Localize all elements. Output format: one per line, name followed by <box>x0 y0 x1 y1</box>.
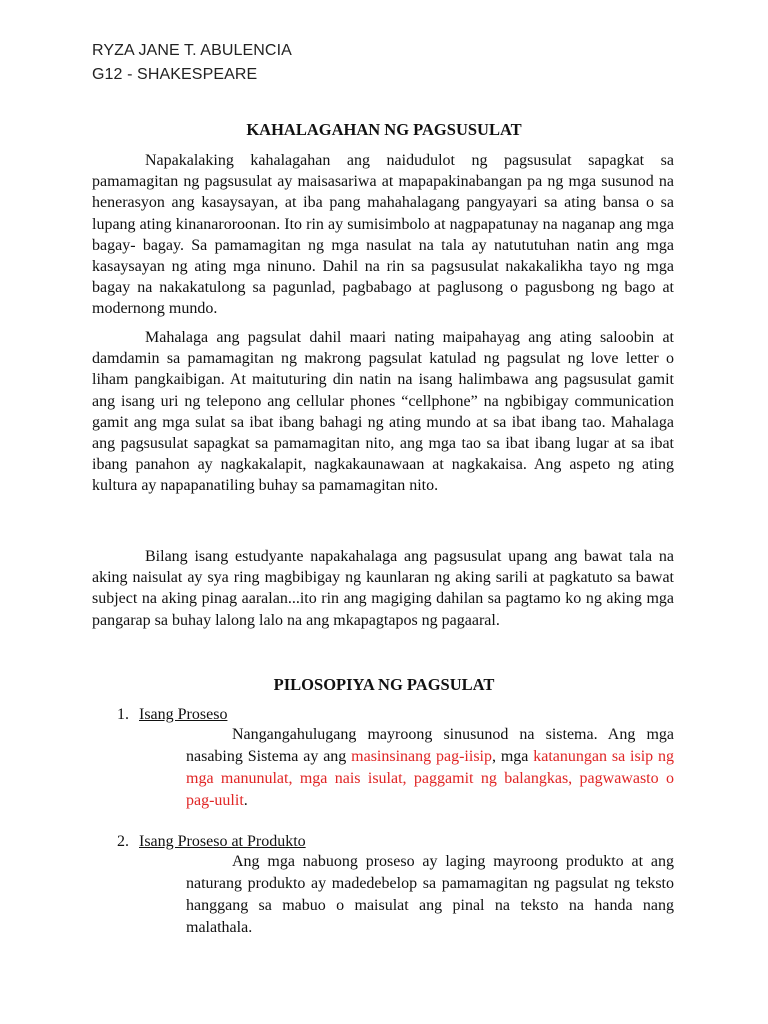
list-item-2-number: 2. <box>117 833 129 850</box>
philosophy-title: PILOSOPIYA NG PAGSULAT <box>273 675 495 694</box>
item-1-emphasis-2: katanungan sa isip ng mga manunulat, mga nais isulat, paggamit ng balangkas, pagwawasto o pag-uulit <box>186 748 674 809</box>
list-item-1-label: Isang Proseso <box>139 706 228 723</box>
author-section: G12 - SHAKESPEARE <box>92 66 258 83</box>
list-item-2-title <box>117 833 306 851</box>
essay-paragraph-3: Bilang isang estudyante napakahalaga ang pagsusulat upang ang bawat tala na aking naisulat ay sya ring magbibigay ng kaunlaran ng aking sarili at pagkatuto sa bawat subject na aking pinag aaralan...ito rin ang magiging dahilan sa pagtamo ko ng aking mga pangarap sa buhay lalong lalo na ang mkapagtapos ng pagaaral. <box>92 548 674 629</box>
item-1-text-middle: , mga <box>492 748 534 765</box>
list-item-1-title <box>117 706 227 724</box>
list-item-1-body <box>186 724 674 812</box>
author-name: RYZA JANE T. ABULENCIA <box>92 42 292 59</box>
item-1-text-after: . <box>243 792 248 809</box>
item-1-emphasis-1: masinsinang pag-iisip <box>351 748 492 765</box>
essay-paragraph-2: Mahalaga ang pagsulat dahil maari nating maipahayag ang ating saloobin at damdamin sa pamamagitan ng makrong pagsulat katulad ng pagsulat ng love letter o liham pangkaibigan. At maituturing din natin na isang halimbawa ang pagsusulat gamit ang isang uri ng telepono ang cellular phones “cellphone” na ngbibigay communication gamit ang mga sulat sa ibat ibang bahagi ng ating mundo at sa ibat ibang tao. Mahalaga ang pagsusulat sapagkat sa pamamagitan nito, ang mga tao sa ibat ibang lugar at sa ibat ibang panahon ay nagkakalapit, nagkakaunawaan at nagkakaisa. Ang aspeto ng ating kultura ay napapanatiling buhay sa pamamagitan nito. <box>92 329 674 495</box>
essay-title: KAHALAGAHAN NG PAGSUSULAT <box>246 120 522 139</box>
essay-paragraph-1: Napakalaking kahalagahan ang naidudulot ng pagsusulat sapagkat sa pamamagitan ng pagsusulat ay maisasariwa at mapapakinabangan pa ng mga susunod na henerasyon ang kasaysayan, at iba pang mahahalagang pangyayari sa ating bansa o sa lupang ating kinanaroroonan. Ito rin ay sumisimbolo at nagpapatunay na naganap ang mga bagay- bagay. Sa pamamagitan ng mga nasulat na tala ay natututuhan natin ang mga kasaysayan ng ating mga ninuno. Dahil na rin sa pagsusulat nakakalikha tayo ng mga bagay na nakakatulong sa pagunlad, pagbabago at paglusong o pagusbong ng bago at modernong mundo. <box>92 152 674 318</box>
item-1-text-before: Nangangahulugang mayroong sinusunod na sistema. Ang mga nasabing Sistema ay ang <box>186 726 674 765</box>
list-item-1-number: 1. <box>117 706 129 723</box>
list-item-2-body: Ang mga nabuong proseso ay laging mayroong produkto at ang naturang produkto ay madedebelop sa pamamagitan ng pagsulat ng teksto hanggang sa mabuo o maisulat ang pinal na teksto na handa nang malathala. <box>186 853 674 936</box>
list-item-2-label: Isang Proseso at Produkto <box>139 833 306 850</box>
